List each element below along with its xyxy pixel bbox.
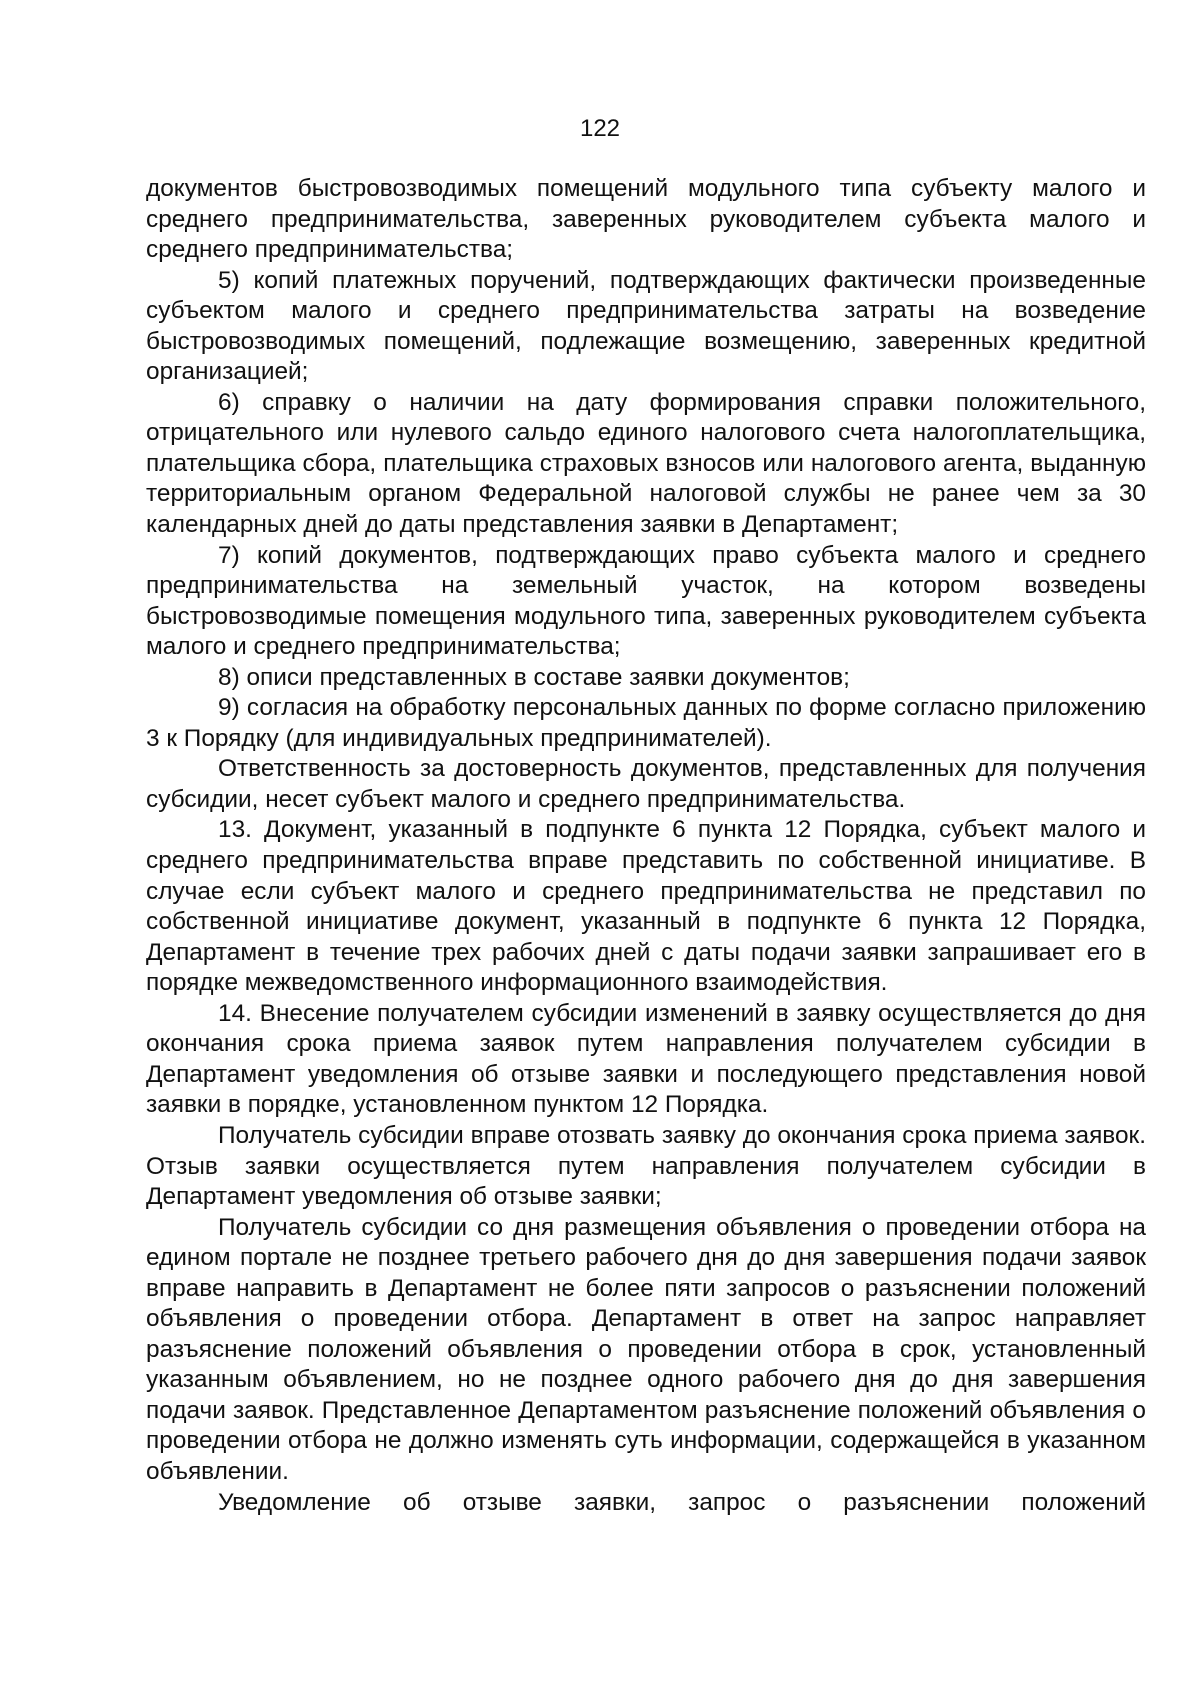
paragraph-responsibility: Ответственность за достоверность документов, представленных для получения субсидии, несет субъект малого и среднего предпринимательства. xyxy=(146,755,1146,813)
paragraph-item-5: 5) копий платежных поручений, подтверждающих фактически произведенные субъектом малого и среднего предпринимательства затраты на возведение быстровозводимых помещений, подлежащие возмещению, заверенных кредитной организацией; xyxy=(146,266,1146,386)
paragraph-item-6: 6) справку о наличии на дату формирования справки положительного, отрицательного или нулевого сальдо единого налогового счета налогоплательщика, плательщика сбора, плательщика страховых взносов или налогового агента, выданную территориальным органом Федеральной налоговой службы не ранее чем за 30 календарных дней до даты представления заявки в Департамент; xyxy=(146,388,1146,539)
paragraph-item-7: 7) копий документов, подтверждающих право субъекта малого и среднего предпринимательства на земельный участок, на котором возведены быстровозводимые помещения модульного типа, заверенных руководителем субъекта малого и среднего предпринимательства; xyxy=(146,541,1146,661)
page-number: 122 xyxy=(579,115,621,142)
document-body xyxy=(146,174,1146,1518)
paragraph-withdrawal: Получатель субсидии вправе отозвать заявку до окончания срока приема заявок. Отзыв заявки осуществляется путем направления получателем субсидии в Департамент уведомления об отзыве заявки; xyxy=(146,1121,1146,1211)
paragraph-item-9: 9) согласия на обработку персональных данных по форме согласно приложению 3 к Порядку (для индивидуальных предпринимателей). xyxy=(146,694,1146,752)
paragraph-notice: Уведомление об отзыве заявки, запрос о разъяснении положений xyxy=(218,1488,1146,1516)
paragraph-clause-13: 13. Документ, указанный в подпункте 6 пункта 12 Порядка, субъект малого и среднего предпринимательства вправе представить по собственной инициативе. В случае если субъект малого и среднего предпринимательства не представил по собственной инициативе документ, указанный в подпункте 6 пункта 12 Порядка, Департамент в течение трех рабочих дней с даты подачи заявки запрашивает его в порядке межведомственного информационного взаимодействия. xyxy=(146,816,1146,997)
paragraph-clause-14: 14. Внесение получателем субсидии изменений в заявку осуществляется до дня окончания срока приема заявок путем направления получателем субсидии в Департамент уведомления об отзыве заявки и последующего представления новой заявки в порядке, установленном пунктом 12 Порядка. xyxy=(146,999,1146,1119)
paragraph-item-8: 8) описи представленных в составе заявки документов; xyxy=(218,663,850,691)
paragraph-clarification-requests: Получатель субсидии со дня размещения объявления о проведении отбора на едином портале не позднее третьего рабочего дня до дня завершения подачи заявок вправе направить в Департамент не более пяти запросов о разъяснении положений объявления о проведении отбора. Департамент в ответ на запрос направляет разъяснение положений объявления о проведении отбора в срок, установленный указанным объявлением, но не позднее одного рабочего дня до дня завершения подачи заявок. Представленное Департаментом разъяснение положений объявления о проведении отбора не должно изменять суть информации, содержащейся в указанном объявлении. xyxy=(146,1213,1146,1485)
paragraph-continuation: документов быстровозводимых помещений модульного типа субъекту малого и среднего предпринимательства, заверенных руководителем субъекта малого и среднего предпринимательства; xyxy=(146,175,1146,264)
